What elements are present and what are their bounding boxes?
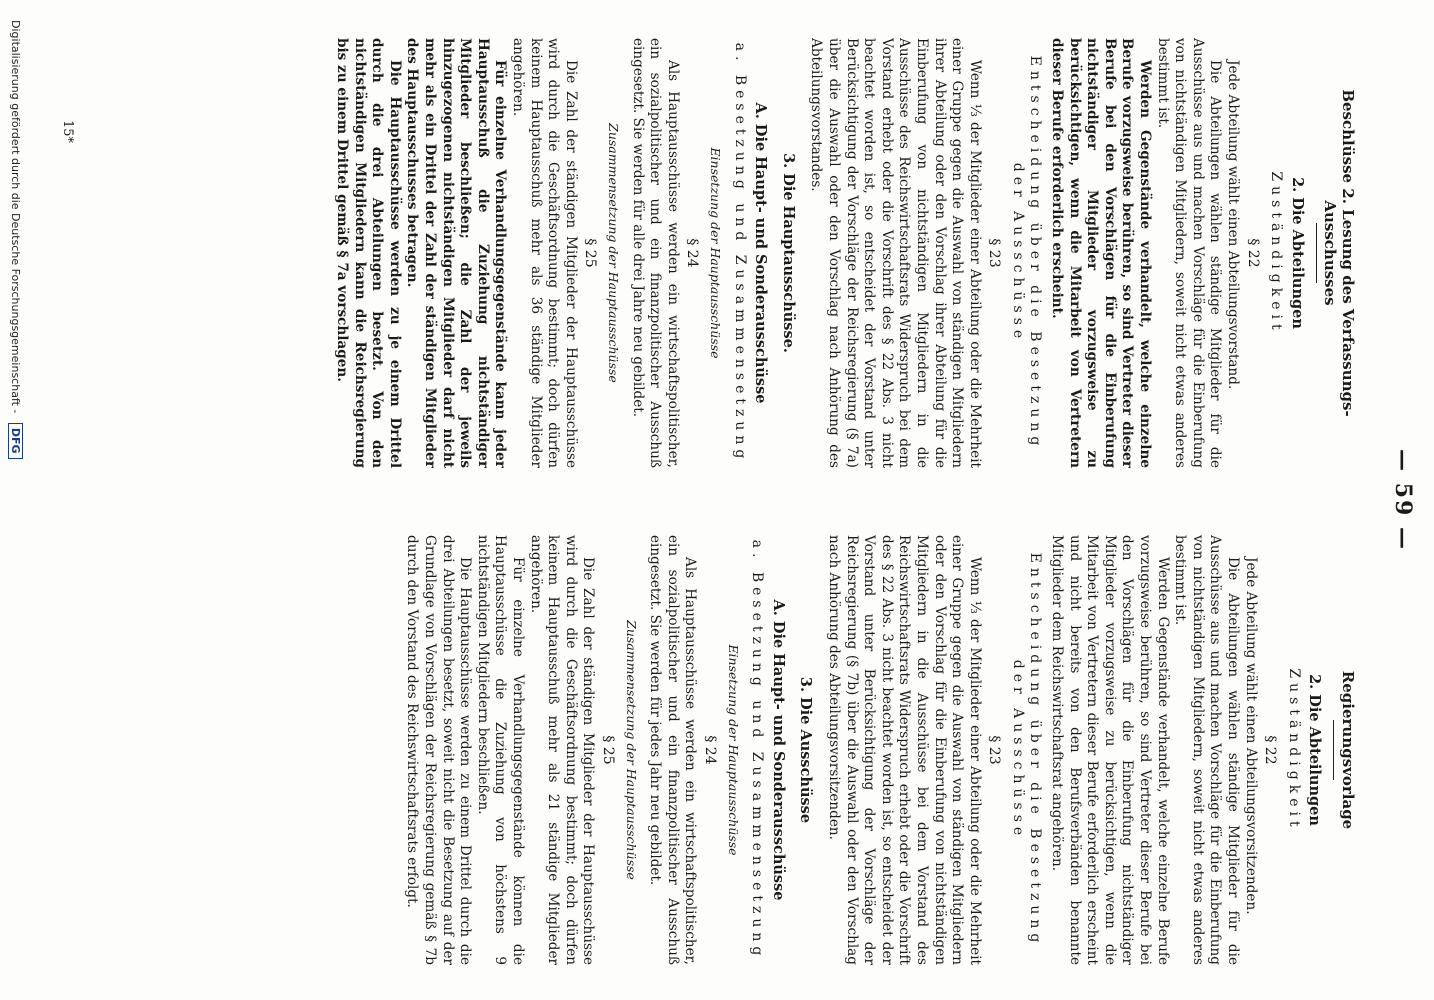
paragraph-text: Für einzelne Verhandlungsgegenstände kann jeder Hauptausschuß die Zuziehung nichtständiger Mitglieder beschließen; die Zahl der jeweils hinzugezogenen nichtständigen Mitglieder darf nicht mehr als ein Drittel der Zahl der ständigen Mitglieder des Hauptausschusses betragen.	[404, 38, 509, 468]
paragraph-text: Als Hauptausschüsse werden ein wirtschaftspolitischer, ein sozialpolitischer und ein finanzpolitischer Ausschuß eingesetzt. Sie werden für jedes Jahr neu gebildet.	[647, 535, 699, 965]
section-title: 3. Die Ausschüsse	[797, 676, 815, 824]
column-header: Beschlüsse 2. Lesung des Verfassungs-Ausschusses	[1321, 89, 1357, 417]
paragraph-text: Werden Gegenstände verhandelt, welche einzelne Berufe vorzugsweise berühren, so sind Vertreter dieser Berufe bei den Vorschlägen für die Einberufung nichtständiger Mitglieder vorzugsweise zu berücksichtigen, wenn die Mitarbeit von Vertretern dieser Berufe erforderlich erscheint und nicht bereits von den Berufsverbänden benannte Mitglieder dem Reichswirtschaftsrat angehören.	[1049, 535, 1171, 965]
digitization-credit	[8, 20, 23, 900]
paragraph-number: § 23	[986, 238, 1003, 268]
paragraph-text: Jede Abteilung wählt einen Abteilungsvorstand.	[1225, 60, 1242, 390]
paragraph-text: Wenn ⅓ der Mitglieder einer Abteilung oder die Mehrheit einer Gruppe gegen die Auswahl von ständigen Mitgliedern oder den Vorschlag für die Einberufung von nichtständigen Mitgliedern in die Ausschüsse bei dem Vorstand des Reichswirtschaftsrats Widerspruch erhebt oder die Vorschrift des § 22 Abs. 3 nicht beachtet worden ist, so entscheidet der Vorstand unter Berücksichtigung der Vorschläge der Reichsregierung (§ 7b) über die Auswahl oder den Vorschlag nach Anhörung des Abteilungsvorsitzenden.	[825, 535, 983, 965]
column-beschluesse	[164, 38, 1364, 468]
paragraph-text: Die Abteilungen wählen ständige Mitglieder für die Ausschüsse aus und machen Vorschläge für die Einberufung von nichtständigen Mitgliedern, soweit nicht etwas anderes bestimmt ist.	[1154, 38, 1224, 468]
column-header: Regierungsvorlage	[1339, 670, 1357, 830]
paragraph-text: Die Zahl der ständigen Mitglieder der Hauptausschüsse wird durch die Geschäftsordnung bestimmt; doch dürfen keinem Hauptausschuß mehr als 36 ständige Mitglieder angehören.	[510, 38, 579, 468]
section-title: A. Die Haupt- und Sonderausschüsse	[769, 599, 787, 901]
subheading: a. Besetzung und Zusammensetzung	[749, 539, 766, 961]
paragraph-text: Wenn ⅓ der Mitglieder einer Abteilung oder die Mehrheit einer Gruppe gegen die Auswahl von ständigen Mitgliedern ihrer Abteilung oder den Vorschlag ihrer Abteilung für die Einberufung von nichtständigen Mitgliedern in die Ausschüsse des Reichswirtschaftsrats Widerspruch bei dem Vorstand erhebt oder die Vorschrift des § 22 Abs. 3 nicht beachtet worden ist, so entscheidet der Vorstand unter Berücksichtigung der Vorschläge der Reichsregierung (§ 7a) über die Auswahl oder den Vorschlag nach Anhörung des Abteilungsvorstandes.	[808, 38, 983, 468]
paragraph-text: Die Zahl der ständigen Mitglieder der Hauptausschüsse wird durch die Geschäftsordnung bestimmt; doch dürfen keinem Hauptausschuß mehr als 21 ständige Mitglieder angehören.	[527, 535, 597, 965]
paragraph-text: Werden Gegenstände verhandelt, welche einzelne Berufe vorzugsweise berühren, so sind Vertreter dieser Berufe bei den Vorschlägen für die Einberufung nichtständiger Mitglieder vorzugsweise zu berücksichtigen, wenn die Mitarbeit von Vertretern dieser Berufe erforderlich erscheint.	[1049, 38, 1154, 468]
subheading: Einsetzung der Hauptausschüsse	[708, 147, 723, 359]
section-title: 2. Die Abteilungen	[1288, 177, 1306, 329]
paragraph-number: § 24	[702, 735, 718, 765]
paragraph-text: Die Hauptausschüsse werden zu einem Drittel durch die drei Abteilungen besetzt, soweit nicht die Besetzung auf der Grundlage von Vorschlägen der Reichsregierung gemäß § 7b durch den Vorstand des Reichswirtschaftsrats erfolgt.	[404, 535, 474, 965]
paragraph-number: § 22	[1262, 735, 1279, 765]
subheading: Zuständigkeit	[1268, 171, 1285, 335]
paragraph-text: Als Hauptausschüsse werden ein wirtschaftspolitischer, ein sozialpolitischer und ein finanzpolitischer Ausschuß eingesetzt. Sie werden für alle drei Jahre neu gebildet.	[629, 38, 681, 468]
header-rule	[1316, 223, 1317, 283]
subheading: Einsetzung der Hauptausschüsse	[725, 644, 741, 856]
paragraph-text: Die Abteilungen wählen ständige Mitglieder für die Ausschüsse aus und machen Vorschläge für die Einberufung von nichtständigen Mitgliedern, soweit nicht etwas anderes bestimmt ist.	[1172, 535, 1242, 965]
section-title: A. Die Haupt- und Sonderausschüsse	[752, 102, 770, 404]
header-rule	[1333, 720, 1334, 780]
page-number: — 59 —	[1390, 449, 1416, 551]
subheading: a. Besetzung und Zusammensetzung	[731, 42, 748, 464]
dfg-logo: DFG	[8, 423, 23, 459]
paragraph-number: § 25	[600, 735, 617, 765]
subheading: Zusammensetzung der Hauptausschüsse	[623, 620, 639, 880]
paragraph-number: § 23	[986, 735, 1003, 765]
paragraph-text: Die Hauptausschüsse werden zu je einem Drittel durch die drei Abteilungen besetzt. Von den nichtständigen Mitgliedern kann die Reichsregierung bis zu einem Drittel gemäß § 7a vorschlagen.	[334, 38, 403, 468]
section-title: 2. Die Abteilungen	[1306, 674, 1324, 826]
column-regierungsvorlage	[164, 535, 1364, 965]
paragraph-number: § 22	[1244, 238, 1261, 268]
page-mark: 15*	[60, 120, 75, 144]
paragraph-text: Für einzelne Verhandlungsgegenstände können die Hauptausschüsse die Zuziehung von höchstens 9 nichtständigen Mitgliedern beschließen.	[474, 535, 527, 965]
paragraph-text: Jede Abteilung wählt einen Abteilungsvorsitzenden.	[1242, 557, 1259, 915]
subheading: Zusammensetzung der Hauptausschüsse	[606, 123, 622, 383]
credit-text: Digitalisierung gefördert durch die Deutsche Forschungsgemeinschaft -	[9, 20, 22, 414]
paragraph-number: § 25	[582, 238, 599, 268]
subheading: Entscheidung über die Besetzung der Ausschüsse	[1009, 55, 1044, 451]
paragraph-number: § 24	[684, 238, 701, 268]
subheading: Entscheidung über die Besetzung der Ausschüsse	[1009, 552, 1044, 948]
section-title: 3. Die Hauptausschüsse.	[779, 153, 797, 353]
subheading: Zuständigkeit	[1285, 668, 1302, 832]
